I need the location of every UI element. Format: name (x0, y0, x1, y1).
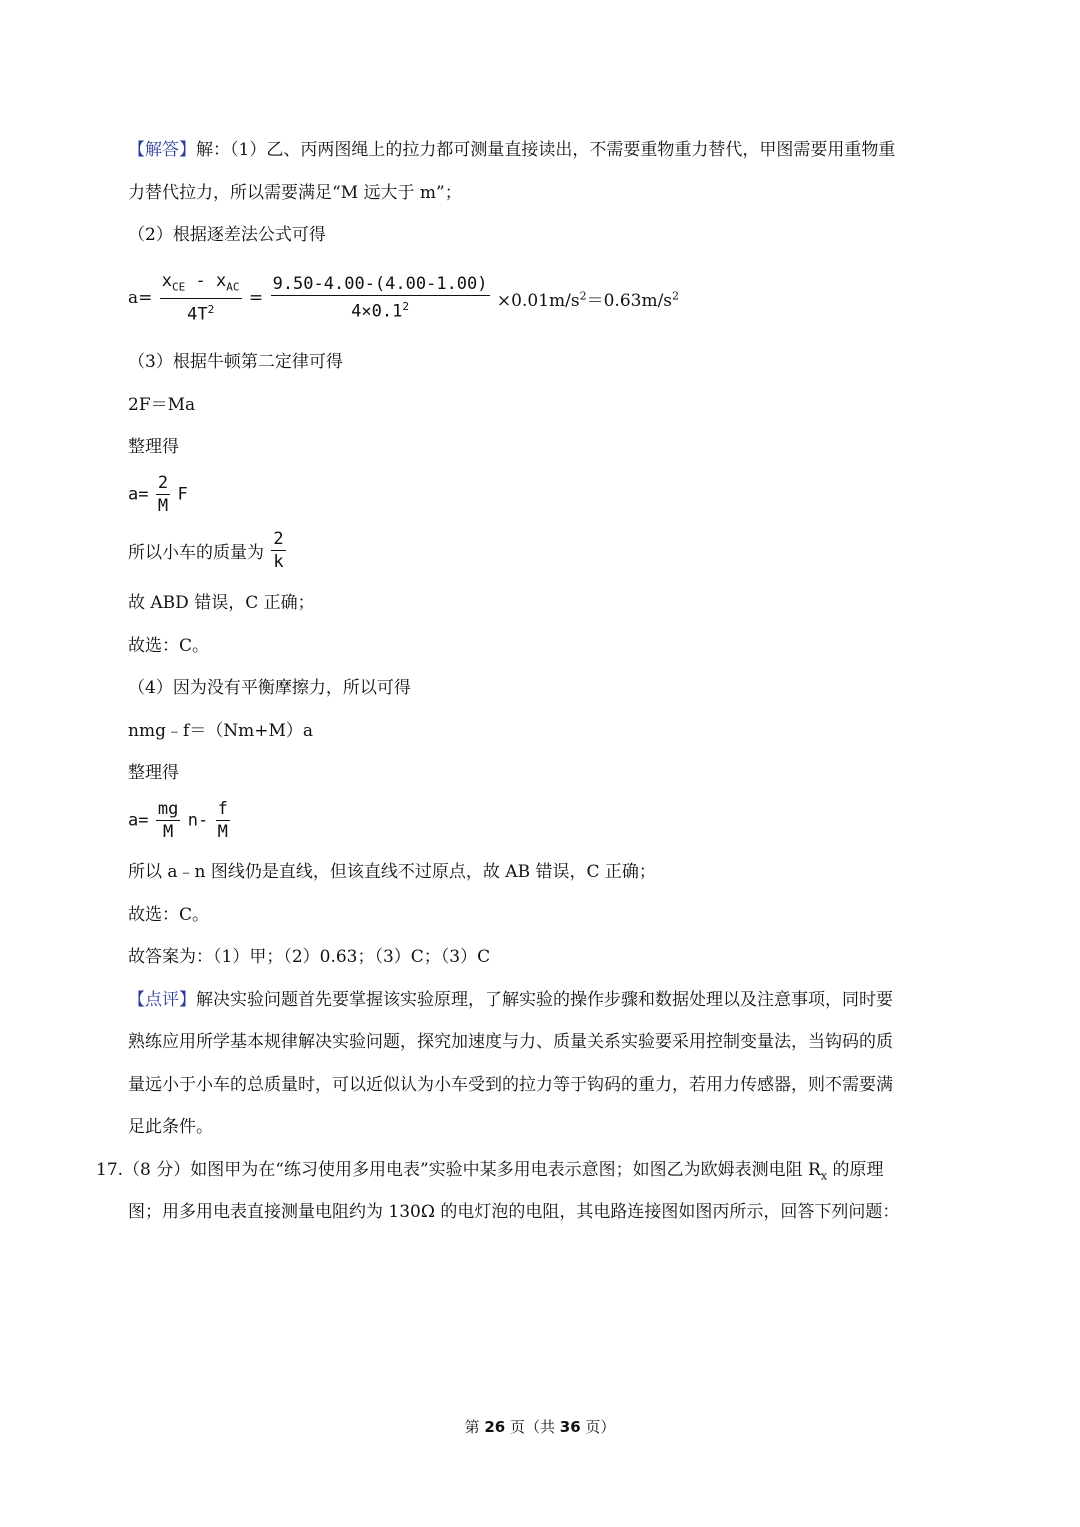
step-2-text: （2）根据逐差法公式可得 (128, 225, 326, 245)
equation-nmg: nmg﹣f＝（Nm+M）a (128, 721, 314, 741)
abd-line: 故 ABD 错误，C 正确； (128, 593, 315, 613)
mass-fraction: $\frac{2}{k}$ (273, 529, 284, 572)
formula2-fraction: $\frac{2}{M}$ (157, 473, 169, 516)
formula1-fraction-numeric (271, 273, 490, 323)
question-17-line-2: 图；用多用电表直接测量电阻约为 130Ω 的电灯泡的电阻，其电路连接图如图丙所示，回答下列问题： (128, 1202, 900, 1222)
page-number: 26 (484, 1418, 506, 1436)
formula1-denominator: $4T^2$ (187, 303, 215, 326)
page-total: 36 (559, 1418, 581, 1436)
formula1-numeric-denominator: $4\times 0.1^2$ (351, 300, 409, 322)
an-line: 所以 a﹣n 图线仍是直线，但该直线不过原点，故 AB 错误，C 正确； (128, 862, 656, 882)
formula-a-mg-n-f: a= $\frac{mg}{M}$ n- $\frac{f}{M}$ (128, 799, 228, 842)
choose-1: 故选：C。 (128, 636, 210, 656)
formula1-lhs: a= (128, 288, 153, 309)
solution-tag: 【解答】 (128, 140, 196, 160)
comment-line-3: 量远小于小车的总质量时，可以近似认为小车受到的拉力等于钩码的重力，若用力传感器，则不需要满 (128, 1075, 893, 1095)
choose-2: 故选：C。 (128, 905, 210, 925)
comment-line-2: 熟练应用所学基本规律解决实验问题，探究加速度与力、质量关系实验要采用控制变量法，当钩码的质 (128, 1032, 893, 1052)
formula1-tail: $\times 0.01m/s^2=0.63m/s^2$ (496, 288, 680, 311)
formula1-numerator: $x_{CE} - x_{AC}$ (160, 270, 242, 299)
answers-line: 故答案为：（1）甲；（2）0.63；（3）C；（3）C (128, 947, 491, 967)
question-17-line-1: 17.（8 分）如图甲为在“练习使用多用电表”实验中某多用电表示意图；如图乙为欧姆表测电阻 $R_x$ 的原理 (96, 1160, 884, 1183)
mass-line: 所以小车的质量为 $\frac{2}{k}$ (128, 529, 284, 572)
formula-acceleration (128, 270, 679, 326)
formula3-fraction-2: $\frac{f}{M}$ (217, 799, 228, 842)
equation-2F: 2F＝Ma (128, 395, 196, 415)
formula-a-2F-over-M: a= $\frac{2}{M}$ F (128, 473, 188, 516)
comment-tag: 【点评】 (128, 990, 196, 1010)
comment-line-4: 足此条件。 (128, 1117, 213, 1137)
solution-line-2: 力替代拉力，所以需要满足“M 远大于 m”； (128, 183, 462, 203)
page-footer: 第 26 页（共 36 页） (464, 1418, 616, 1436)
formula1-numeric-numerator: 9.50-4.00-(4.00-1.00) (272, 274, 488, 295)
formula1-fraction-symbolic (160, 270, 242, 326)
zhengli-1: 整理得 (128, 437, 179, 457)
solution-line-1 (128, 138, 895, 162)
zhengli-2: 整理得 (128, 763, 179, 783)
solution-text-1: 解：（1）乙、丙两图绳上的拉力都可测量直接读出，不需要重物重力替代，甲图需要用重物重 (196, 140, 896, 160)
comment-line-1: 【点评】解决实验问题首先要掌握该实验原理，了解实验的操作步骤和数据处理以及注意事项，同时要 (128, 990, 893, 1010)
question-number: 17. (96, 1160, 124, 1180)
step-3-text: （3）根据牛顿第二定律可得 (128, 352, 343, 372)
formula1-eq: = (248, 288, 264, 309)
formula3-fraction-1: $\frac{mg}{M}$ (157, 799, 179, 842)
step-4-text: （4）因为没有平衡摩擦力，所以可得 (128, 678, 411, 698)
